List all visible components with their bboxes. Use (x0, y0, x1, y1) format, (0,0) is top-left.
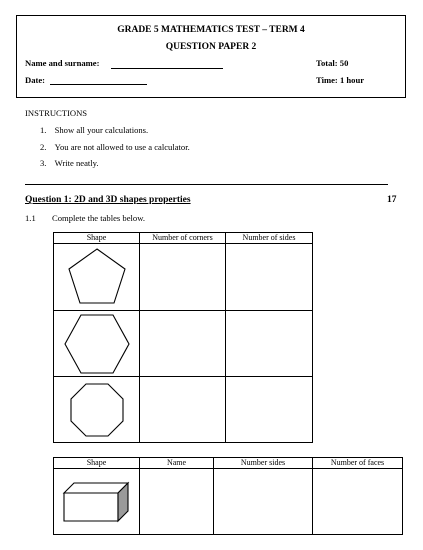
name-answer-cell[interactable] (140, 469, 214, 535)
column-header-shape: Shape (54, 458, 140, 469)
corners-answer-cell[interactable] (140, 311, 226, 377)
table-header-row (54, 233, 313, 244)
hexagon-cell (54, 311, 140, 377)
question-marks: 17 (387, 195, 397, 205)
hexagon-icon (63, 313, 131, 375)
date-label: Date: (25, 75, 46, 85)
instructions-heading: INSTRUCTIONS (25, 108, 88, 118)
instruction-text: Write neatly. (54, 158, 99, 168)
pentagon-cell (54, 244, 140, 311)
instruction-item-3 (40, 158, 99, 168)
sides-answer-cell[interactable] (226, 311, 313, 377)
column-header-faces: Number of faces (313, 458, 403, 469)
sides-answer-cell[interactable] (226, 377, 313, 443)
column-header-sides: Number of sides (226, 233, 313, 244)
octagon-cell (54, 377, 140, 443)
total-marks: Total: 50 (316, 58, 349, 68)
time-allowed: Time: 1 hour (316, 75, 365, 85)
instruction-item-1 (40, 125, 148, 135)
sides-answer-cell[interactable] (214, 469, 313, 535)
table-row (54, 377, 313, 443)
sub-question-text: Complete the tables below. (52, 213, 145, 223)
rectangular-prism-icon (62, 481, 132, 523)
prism-cell (54, 469, 140, 535)
instruction-number: 2. (40, 142, 47, 152)
column-header-name: Name (140, 458, 214, 469)
sides-answer-cell[interactable] (226, 244, 313, 311)
instruction-item-2 (40, 142, 190, 152)
test-title: GRADE 5 MATHEMATICS TEST – TERM 4 (117, 25, 305, 35)
name-field[interactable] (111, 68, 223, 69)
paper-title: QUESTION PAPER 2 (165, 42, 257, 52)
question-title: Question 1: 2D and 3D shapes properties (25, 195, 191, 205)
column-header-sides: Number sides (214, 458, 313, 469)
instruction-number: 3. (40, 158, 47, 168)
column-header-shape: Shape (54, 233, 140, 244)
instruction-number: 1. (40, 125, 47, 135)
table-row (54, 311, 313, 377)
table-row (54, 244, 313, 311)
corners-answer-cell[interactable] (140, 244, 226, 311)
table-header-row (54, 458, 403, 469)
sub-question-number: 1.1 (25, 213, 36, 223)
column-header-corners: Number of corners (140, 233, 226, 244)
table-row (54, 469, 403, 535)
instruction-text: Show all your calculations. (54, 125, 149, 135)
faces-answer-cell[interactable] (313, 469, 403, 535)
corners-answer-cell[interactable] (140, 377, 226, 443)
shapes-table-3d (53, 457, 403, 535)
pentagon-icon (65, 245, 129, 309)
section-divider (25, 184, 388, 185)
name-label: Name and surname: (25, 58, 100, 68)
octagon-icon (69, 382, 125, 438)
instruction-text: You are not allowed to use a calculator. (54, 142, 190, 152)
shapes-table-2d (53, 232, 313, 443)
date-field[interactable] (50, 84, 147, 85)
